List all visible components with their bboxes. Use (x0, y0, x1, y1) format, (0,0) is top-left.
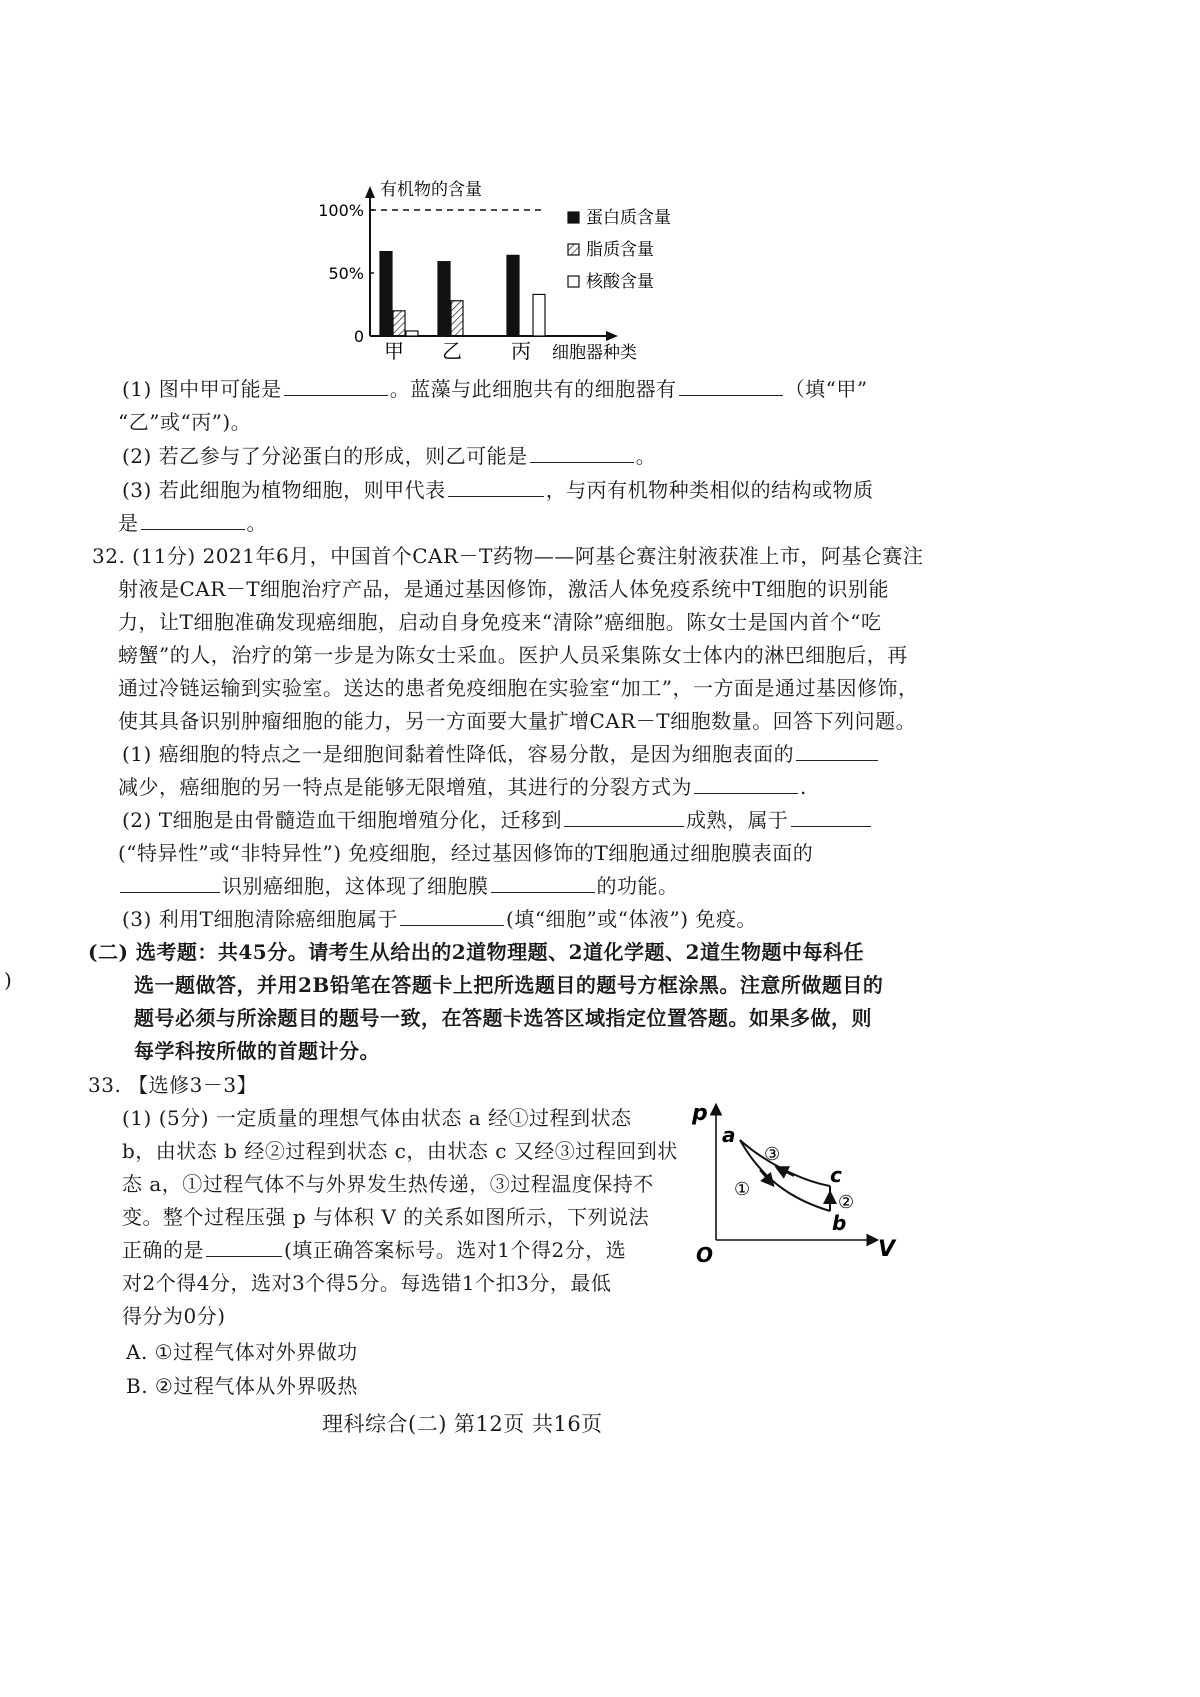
pv-point-c: c (830, 1163, 842, 1187)
answer-blank[interactable] (448, 478, 544, 497)
q33-line6: 对2个得4分，选对3个得5分。每选错1个扣3分，最低 (122, 1271, 612, 1295)
chart-legend-label: 脂质含量 (586, 240, 654, 260)
q31-sub1-text-b: 。蓝藻与此细胞共有的细胞器有 (389, 377, 677, 401)
q31-sub3-text-d: 。 (246, 511, 267, 535)
q32-sub2-text-d: 识别癌细胞，这体现了细胞膜 (222, 874, 489, 898)
q31-sub1-line1 (122, 373, 868, 402)
q32-sub1-text-b: 减少，癌细胞的另一特点是能够无限增殖，其进行的分裂方式为 (118, 775, 692, 799)
margin-mark: ) (4, 968, 13, 992)
chart-x-axis-label: 细胞器种类 (552, 343, 637, 363)
chart-legend-swatch (568, 212, 579, 223)
q32-line1: 32. (11分) 2021年6月，中国首个CAR－T药物——阿基仑赛注射液获准上市，阿基仑赛注 (92, 544, 924, 568)
q33-line4: 变。整个过程压强 p 与体积 V 的关系如图所示，下列说法 (122, 1205, 650, 1229)
q31-sub1-text-c: （填“甲” (784, 377, 868, 401)
q31-sub2-text-a: (2) 若乙参与了分泌蛋白的形成，则乙可能是 (122, 444, 528, 468)
chart-legend-label: 核酸含量 (586, 272, 654, 292)
chart-bar-甲-1 (393, 311, 405, 336)
section2-line4: 每学科按所做的首题计分。 (134, 1039, 380, 1063)
q32-sub2-line3 (118, 870, 679, 899)
pv-origin-label: O (696, 1243, 714, 1267)
chart-legend-swatch (568, 276, 579, 287)
chart-x-axis-arrow (606, 331, 618, 341)
q33-option-b[interactable]: B. ②过程气体从外界吸热 (126, 1374, 358, 1398)
pv-point-b: b (832, 1211, 847, 1235)
section2-line3: 题号必须与所涂题目的题号一致，在答题卡选答区域指定位置答题。如果多做，则 (134, 1006, 872, 1030)
chart-x-tick-label: 乙 (442, 339, 462, 363)
chart-bar-甲-2 (406, 331, 418, 336)
q32-line6: 使其具备识别肿瘤细胞的能力，另一方面要大量扩增CAR－T细胞数量。回答下列问题。 (118, 709, 917, 733)
q33-option-a[interactable]: A. ①过程气体对外界做功 (126, 1340, 358, 1364)
q32-sub2-text-b: 成熟，属于 (686, 808, 789, 832)
q33-line5-text-a: 正确的是 (122, 1238, 204, 1262)
q32-sub1-line2 (118, 771, 807, 800)
chart-y-tick-label: 100% (318, 201, 364, 220)
q32-line5: 通过冷链运输到实验室。送达的患者免疫细胞在实验室“加工”，一方面是通过基因修饰， (118, 676, 919, 700)
pv-diagram (680, 1090, 910, 1270)
q31-sub2-text-b: 。 (635, 444, 657, 468)
q31-sub3-text-b: ，与丙有机物种类相似的结构或物质 (545, 478, 874, 502)
q33-line3: 态 a，①过程气体不与外界发生热传递，③过程温度保持不 (122, 1172, 654, 1196)
q32-sub2-line1 (122, 804, 873, 833)
pv-x-axis-label: V (878, 1237, 896, 1262)
q32-line3: 力，让T细胞准确发现癌细胞，启动自身免疫来“清除”癌细胞。陈女士是国内首个“吃 (118, 610, 882, 634)
q31-sub3-text-c: 是 (118, 511, 139, 535)
q32-sub2-text-e: 的功能。 (596, 874, 679, 898)
q31-sub2 (122, 440, 656, 469)
q33-heading: 33. 【选修3－3】 (88, 1073, 258, 1097)
pv-process-1-label: ① (734, 1179, 751, 1200)
chart-legend-label: 蛋白质含量 (586, 208, 671, 228)
q32-sub2-line2: (“特异性”或“非特异性”) 免疫细胞，经过基因修饰的T细胞通过细胞膜表面的 (118, 841, 814, 865)
answer-blank[interactable] (400, 907, 504, 926)
section2-line2: 选一题做答，并用2B铅笔在答题卡上把所选题目的题号方框涂黑。注意所做题目的 (134, 973, 884, 997)
q32-sub3-text-a: (3) 利用T细胞清除癌细胞属于 (122, 907, 399, 931)
answer-blank[interactable] (679, 377, 783, 396)
q31-sub1-line2: “乙”或“丙”)。 (118, 410, 252, 434)
answer-blank[interactable] (141, 511, 245, 530)
q32-sub3 (122, 903, 757, 932)
chart-bar-丙-2 (533, 294, 545, 336)
q33-line5 (122, 1234, 626, 1263)
q33-line1: (1) (5分) 一定质量的理想气体由状态 a 经①过程到状态 (122, 1106, 632, 1130)
section2-line1: (二) 选考题：共45分。请考生从给出的2道物理题、2道化学题、2道生物题中每科任 (88, 940, 864, 964)
pv-point-a: a (722, 1123, 736, 1147)
chart-y-tick-label: 50% (328, 264, 364, 283)
q32-line2: 射液是CAR－T细胞治疗产品，是通过基因修饰，激活人体免疫系统中T细胞的识别能 (118, 577, 889, 601)
q32-sub2-text-a: (2) T细胞是由骨髓造血干细胞增殖分化，迁移到 (122, 808, 563, 832)
q31-sub1-text-a: (1) 图中甲可能是 (122, 377, 282, 401)
pv-process-2-label: ② (838, 1192, 855, 1213)
q32-line4: 螃蟹”的人，治疗的第一步是为陈女士采血。医护人员采集陈女士体内的淋巴细胞后，再 (118, 643, 908, 667)
pv-process-3-arrow (778, 1168, 794, 1176)
chart-x-tick-label: 丙 (511, 339, 531, 363)
pv-process-3-curve (740, 1140, 830, 1186)
q31-sub3-text-a: (3) 若此细胞为植物细胞，则甲代表 (122, 478, 446, 502)
page-footer: 理科综合(二) 第12页 共16页 (322, 1412, 603, 1436)
chart-y-tick-label: 0 (353, 327, 364, 346)
q31-sub3-line2 (118, 507, 267, 536)
q33-line5-text-b: (填正确答案标号。选对1个得2分，选 (284, 1238, 627, 1262)
chart-bar-丙-0 (507, 255, 519, 336)
q32-sub1-line1 (122, 738, 880, 767)
answer-blank[interactable] (120, 874, 220, 893)
chart-bar-乙-1 (451, 301, 463, 336)
pv-process-3-label: ③ (764, 1144, 781, 1165)
answer-blank[interactable] (796, 742, 878, 761)
chart-legend-swatch (568, 244, 579, 255)
q31-sub3-line1 (122, 474, 874, 503)
answer-blank[interactable] (284, 377, 388, 396)
chart-y-axis-label: 有机物的含量 (380, 180, 482, 200)
q33-line2: b，由状态 b 经②过程到状态 c，由状态 c 又经③过程回到状 (122, 1139, 678, 1163)
answer-blank[interactable] (694, 775, 798, 794)
q32-sub1-text-a: (1) 癌细胞的特点之一是细胞间黏着性降低，容易分散，是因为细胞表面的 (122, 742, 795, 766)
answer-blank[interactable] (491, 874, 595, 893)
answer-blank[interactable] (530, 444, 634, 463)
pv-process-1-arrow (760, 1170, 772, 1184)
q32-sub3-text-b: (填“细胞”或“体液”) 免疫。 (506, 907, 757, 931)
q33-line7: 得分为0分) (122, 1304, 226, 1328)
organic-content-bar-chart (318, 170, 700, 370)
answer-blank[interactable] (564, 808, 684, 827)
pv-y-axis-label: p (692, 1101, 708, 1126)
chart-y-axis-arrow (365, 186, 375, 198)
q32-sub1-text-c: . (800, 775, 807, 799)
answer-blank[interactable] (791, 808, 871, 827)
chart-bar-甲-0 (380, 252, 392, 336)
chart-x-tick-label: 甲 (384, 339, 404, 363)
answer-blank[interactable] (206, 1238, 282, 1257)
chart-bar-乙-0 (438, 262, 450, 336)
